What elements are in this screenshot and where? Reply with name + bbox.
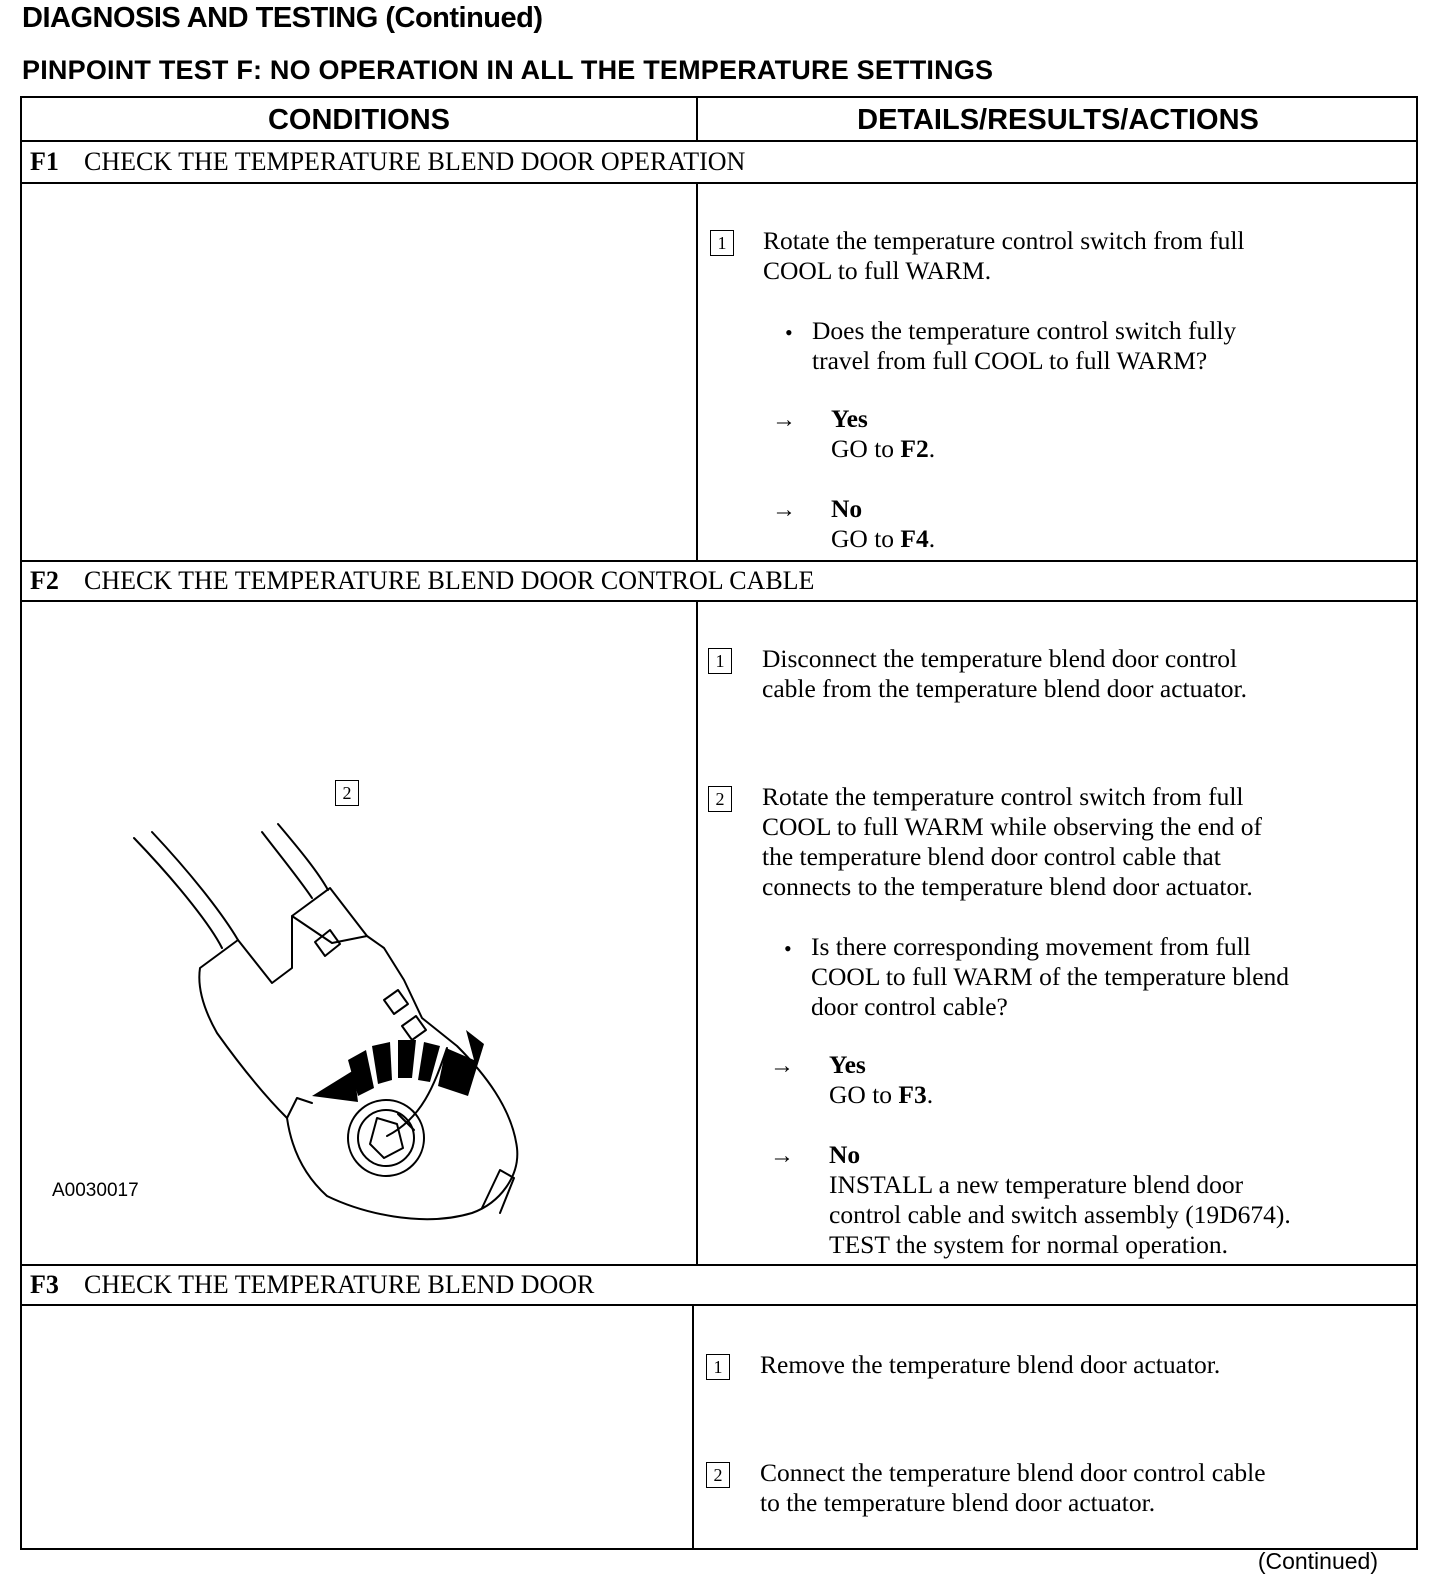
step-f1-question <box>812 316 1236 376</box>
step-f2-title: CHECK THE TEMPERATURE BLEND DOOR CONTROL CABLE <box>84 566 815 595</box>
step-f2-id: F2 <box>30 566 59 595</box>
result-label: No <box>831 494 863 523</box>
bullet: • <box>785 320 793 345</box>
right-arrow-icon: → <box>770 1053 794 1079</box>
text-line: COOL to full WARM. <box>763 256 992 285</box>
cable-line <box>152 832 238 940</box>
pinpoint-test-title: PINPOINT TEST F: NO OPERATION IN ALL THE TEMPERATURE SETTINGS <box>22 55 994 85</box>
go-to-text: GO to <box>831 434 895 463</box>
step-f2-yes-result <box>829 1050 933 1110</box>
knob-outer <box>348 1100 424 1176</box>
result-label: Yes <box>831 404 868 433</box>
divider <box>696 182 698 562</box>
details-column-header: DETAILS/RESULTS/ACTIONS <box>857 103 1259 136</box>
step-f1-action-1-number: 1 <box>710 230 734 256</box>
text-line: Connect the temperature blend door control cable <box>760 1458 1266 1487</box>
step-f1-no-result <box>831 494 935 554</box>
retaining-tab <box>384 990 408 1014</box>
right-arrow-icon: → <box>770 1143 794 1169</box>
divider <box>22 182 1416 184</box>
step-f2-action-1 <box>762 644 1247 704</box>
result-label: Yes <box>829 1050 866 1079</box>
period: . <box>928 434 936 463</box>
divider <box>22 1304 1416 1306</box>
page-header: DIAGNOSIS AND TESTING (Continued) <box>22 2 543 34</box>
divider <box>22 600 1416 602</box>
text-line: Rotate the temperature control switch from full <box>762 782 1244 811</box>
period: . <box>926 1080 934 1109</box>
result-action <box>831 434 935 464</box>
text-line: Is there corresponding movement from full <box>811 932 1251 961</box>
control-cable-switch-illustration <box>122 818 542 1228</box>
figure-id-label: A0030017 <box>52 1180 139 1201</box>
step-f1-yes-result <box>831 404 935 464</box>
text-line: Remove the temperature blend door actuator. <box>760 1350 1221 1379</box>
step-f3-title-row <box>22 1266 1416 1304</box>
rotation-arrows <box>312 1030 484 1102</box>
step-f1-action-1 <box>763 226 1245 286</box>
text-line: COOL to full WARM of the temperature blend <box>811 962 1290 991</box>
step-f2-action-2 <box>762 782 1262 902</box>
pinpoint-test-table <box>20 96 1418 1550</box>
text-line: control cable and switch assembly (19D674). <box>829 1200 1291 1229</box>
text-line: Does the temperature control switch fully <box>812 316 1237 345</box>
step-f2-question <box>811 932 1289 1022</box>
rotation-dash <box>372 1042 392 1084</box>
text-line: the temperature blend door control cable that <box>762 842 1221 871</box>
text-line: travel from full COOL to full WARM? <box>812 346 1208 375</box>
step-f2-action-2-number: 2 <box>708 786 732 812</box>
cable-line <box>278 824 328 890</box>
text-line: TEST the system for normal operation. <box>829 1230 1228 1259</box>
step-f3-id: F3 <box>30 1270 59 1299</box>
conditions-column-header: CONDITIONS <box>267 103 451 136</box>
text-line: INSTALL a new temperature blend door <box>829 1170 1244 1199</box>
go-to-target: F3 <box>898 1080 927 1109</box>
step-f3-action-2-number: 2 <box>706 1462 730 1488</box>
divider <box>692 1304 694 1550</box>
result-label: No <box>829 1140 861 1169</box>
step-f1-title-row <box>22 142 1416 182</box>
text-line: connects to the temperature blend door actuator. <box>762 872 1253 901</box>
rotation-dash <box>398 1040 416 1078</box>
continued-footer: (Continued) <box>1257 1548 1378 1574</box>
text-line: Disconnect the temperature blend door control <box>762 644 1238 673</box>
step-f1-title: CHECK THE TEMPERATURE BLEND DOOR OPERATION <box>84 147 746 176</box>
text-line: to the temperature blend door actuator. <box>760 1488 1156 1517</box>
cable-line <box>134 838 222 948</box>
go-to-target: F2 <box>900 434 929 463</box>
text-line: Rotate the temperature control switch from full <box>763 226 1245 255</box>
figure-step-number: 2 <box>335 780 359 806</box>
result-action <box>829 1080 933 1110</box>
rotation-arrow-right <box>438 1030 484 1096</box>
right-arrow-icon: → <box>772 407 796 433</box>
cable-line <box>262 832 312 898</box>
bullet: • <box>784 936 792 961</box>
text-line: COOL to full WARM while observing the end of <box>762 812 1263 841</box>
rotation-arrow-left <box>312 1070 358 1102</box>
housing-edge <box>287 1098 312 1118</box>
step-f2-action-1-number: 1 <box>708 648 732 674</box>
text-line: door control cable? <box>811 992 1008 1021</box>
result-action <box>831 524 935 554</box>
step-f2-no-result <box>829 1140 1291 1260</box>
text-line: cable from the temperature blend door actuator. <box>762 674 1247 703</box>
knob-latch <box>370 1118 403 1158</box>
step-f1-id: F1 <box>30 147 59 176</box>
go-to-text: GO to <box>831 524 895 553</box>
go-to-text: GO to <box>829 1080 893 1109</box>
right-arrow-icon: → <box>772 497 796 523</box>
period: . <box>928 524 936 553</box>
divider <box>696 98 698 142</box>
step-f2-title-row <box>22 562 1416 600</box>
step-f3-title: CHECK THE TEMPERATURE BLEND DOOR <box>84 1270 595 1299</box>
go-to-target: F4 <box>900 524 929 553</box>
divider <box>696 600 698 1266</box>
step-f3-action-1-number: 1 <box>706 1354 730 1380</box>
step-f3-action-1 <box>760 1350 1220 1380</box>
step-f3-action-2 <box>760 1458 1266 1518</box>
